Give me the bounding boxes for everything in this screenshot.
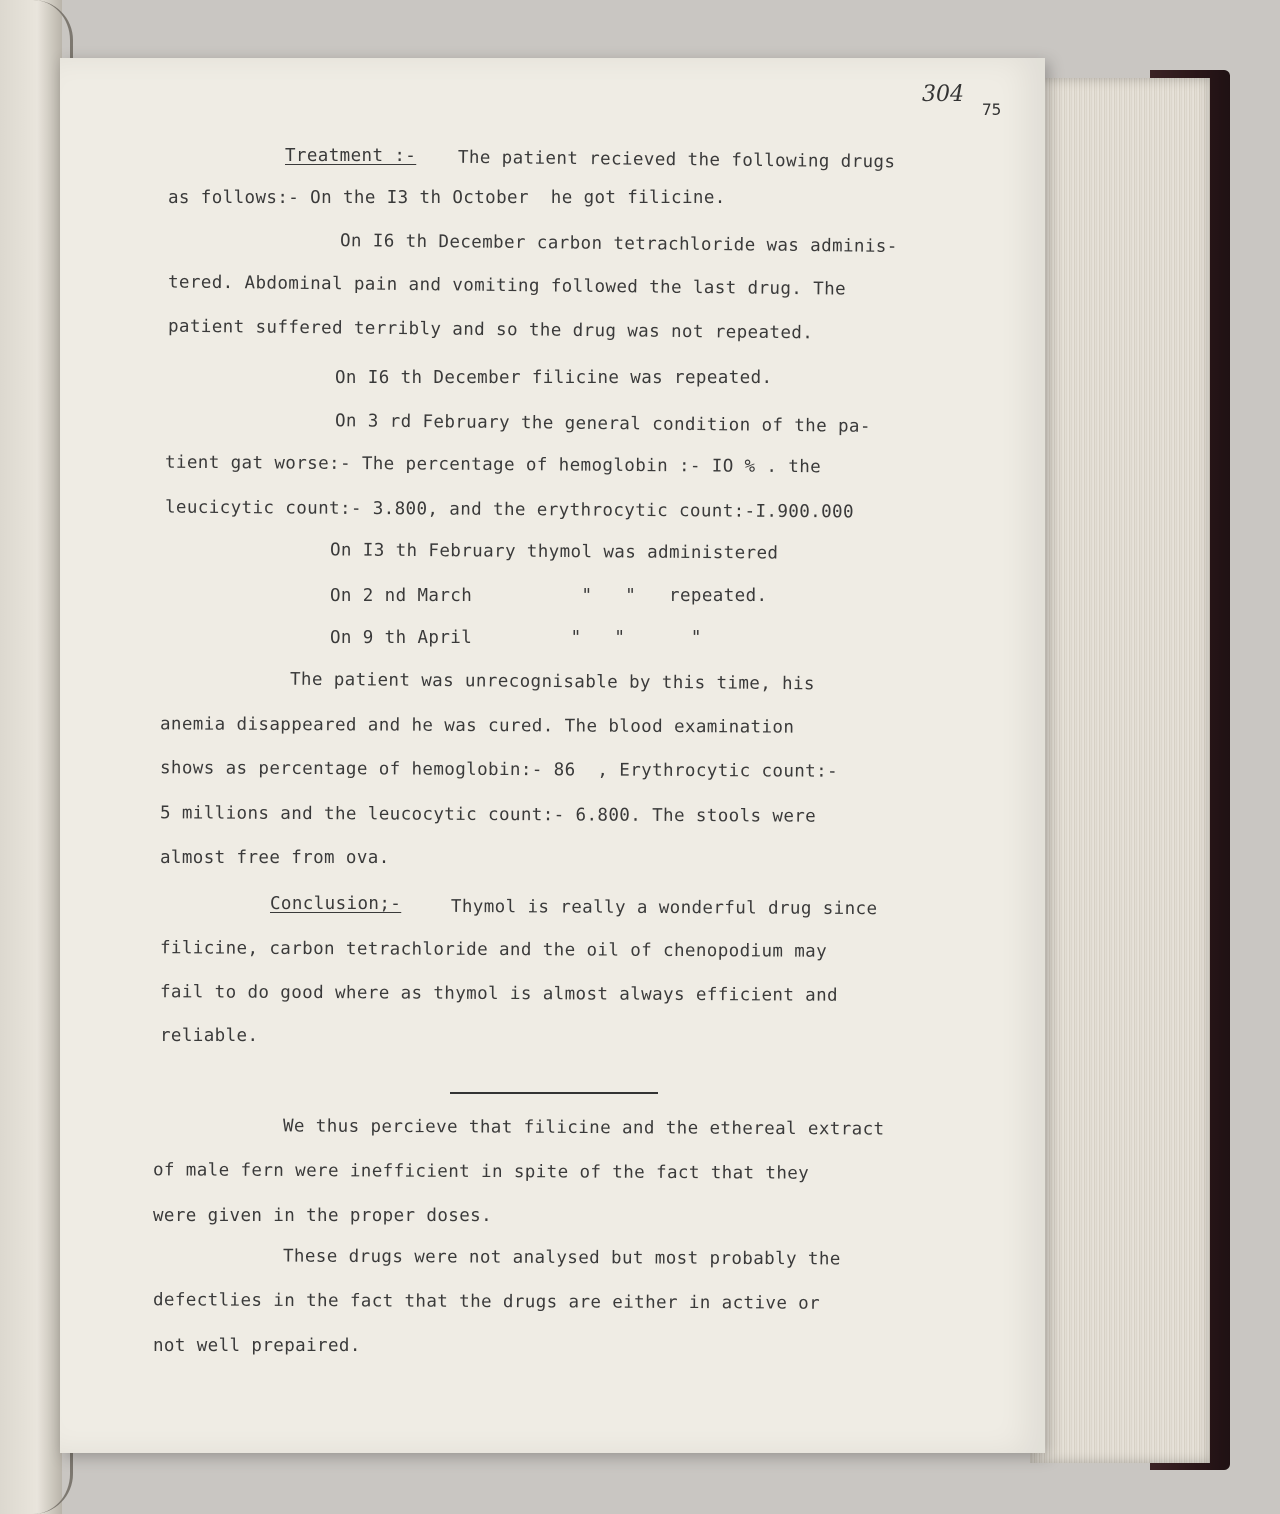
text-line: anemia disappeared and he was cured. The blood examination [159, 714, 795, 738]
page-edges [1030, 78, 1210, 1463]
text-line: of male fern were inefficient in spite of the fact that they [152, 1160, 810, 1184]
text-line: not well prepaired. [153, 1336, 361, 1356]
text-line: defectlies in the fact that the drugs are either in active or [152, 1290, 821, 1314]
text-line: tient gat worse:- The percentage of hemoglobin :- IO % . the [164, 452, 822, 478]
handwritten-page-number: 304 [922, 82, 964, 107]
text-line: Thymol is really a wonderful drug since [439, 896, 878, 920]
text-line: filicine, carbon tetrachloride and the oil of chenopodium may [159, 938, 828, 962]
text-line: were given in the proper doses. [153, 1206, 493, 1226]
text-line: fail to do good where as thymol is almost always efficient and [159, 982, 839, 1006]
typed-page-number: 75 [982, 100, 1002, 119]
text-line: 5 millions and the leucocytic count:- 6.800. The stools were [159, 803, 817, 827]
text-line: as follows:- On the I3 th October he got filicine. [168, 188, 726, 208]
typed-page [60, 58, 1045, 1453]
text-line: These drugs were not analysed but most probably the [282, 1246, 841, 1270]
section-divider [450, 1092, 658, 1094]
text-line: leucicytic count:- 3.800, and the erythrocytic count:-I.900.000 [164, 497, 855, 523]
text-line: On 3 rd February the general condition of the pa- [334, 411, 871, 437]
text-line: On I6 th December filicine was repeated. [335, 368, 773, 388]
text-line: We thus percieve that filicine and the ethereal extract [282, 1116, 885, 1140]
conclusion-heading: Conclusion;- [270, 894, 402, 914]
text-line: On I3 th February thymol was administered [329, 540, 779, 564]
text-line: patient suffered terribly and so the drug was not repeated. [167, 316, 814, 344]
text-line: tered. Abdominal pain and vomiting followed the last drug. The [167, 272, 847, 300]
text-line: shows as percentage of hemoglobin:- 86 , Erythrocytic count:- [159, 758, 839, 782]
treatment-heading: Treatment :- [285, 146, 417, 166]
text-line: reliable. [160, 1026, 259, 1046]
text-line: On 9 th April " " " [330, 628, 702, 648]
text-line: The patient recieved the following drugs [446, 147, 896, 173]
text-line: On I6 th December carbon tetrachloride was adminis- [339, 231, 898, 257]
text-line: almost free from ova. [160, 848, 390, 868]
text-line: On 2 nd March " " repeated. [330, 586, 768, 606]
text-line: The patient was unrecognisable by this time, his [289, 669, 816, 695]
